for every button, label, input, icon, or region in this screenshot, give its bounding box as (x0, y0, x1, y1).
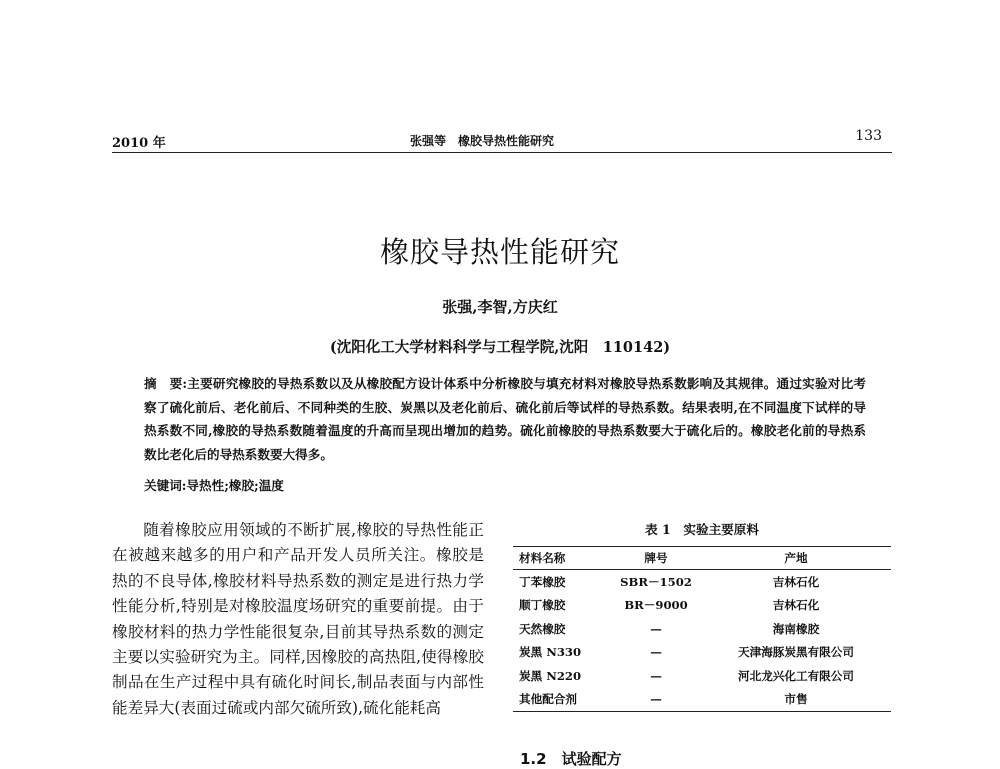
table-cell: 海南橡胶 (772, 621, 820, 636)
table-caption: 表 1 实验主要原料 (645, 522, 759, 537)
journal-year: 2010 年 (112, 136, 166, 151)
abstract-text: 主要研究橡胶的导热系数以及从橡胶配方设计体系中分析橡胶与填充材料对橡胶导热系数影响及其规律。通过实验对比考察了硫化前后、老化前后、不同种类的生胶、炭黑以及老化前后、硫化前后等试样的导热系数。结果表明,在不同温度下试样的导热系数不同,橡胶的导热系数随着温度的升高而呈现出增加的趋势。硫化前橡胶的导热系数要大于硫化后的。橡胶老化前的导热系数比老化后的导热系数要大得多。 (144, 376, 866, 462)
table-cell: 吉林石化 (772, 574, 820, 589)
paper-title: 橡胶导热性能研究 (379, 235, 620, 269)
table-cell: 天津海豚炭黑有限公司 (738, 645, 854, 660)
table-cell: 河北龙兴化工有限公司 (738, 668, 854, 683)
table-cell: 吉林石化 (772, 598, 820, 613)
materials-table (513, 546, 891, 712)
keywords: 关键词:导热性;橡胶;温度 (144, 478, 284, 493)
abstract-label: 摘 要: (144, 376, 188, 391)
materials-table-block (513, 519, 891, 712)
running-title: 张强等 橡胶导热性能研究 (410, 134, 555, 148)
table-row (513, 664, 891, 688)
table-row (513, 688, 891, 712)
running-header (112, 122, 892, 153)
table-cell: — (650, 621, 662, 636)
table-cell: 天然橡胶 (519, 621, 566, 636)
table-cell: 炭黑 N330 (519, 645, 582, 660)
table-cell: — (650, 668, 662, 683)
table-cell: SBR－1502 (620, 574, 692, 589)
table-cell: 其他配合剂 (513, 688, 611, 712)
table-cell: — (650, 645, 662, 660)
table-header-row (513, 547, 891, 570)
table-cell: 顺丁橡胶 (519, 598, 566, 613)
table-row (513, 594, 891, 618)
paper-authors: 张强,李智,方庆红 (442, 298, 558, 316)
table-cell: 炭黑 N220 (519, 668, 582, 683)
table-cell: 市售 (701, 688, 891, 712)
table-header-cell: 材料名称 (513, 547, 611, 570)
page-number: 133 (855, 128, 882, 144)
body-column-left (112, 518, 484, 721)
table-row (513, 570, 891, 594)
table-header-cell: 牌号 (611, 547, 701, 570)
abstract (144, 372, 866, 466)
table-row (513, 617, 891, 641)
table-cell: BR－9000 (624, 598, 688, 613)
table-row (513, 641, 891, 665)
table-header-cell: 产地 (701, 547, 891, 570)
section-heading: 1.2 试验配方 (520, 750, 622, 768)
body-paragraph: 随着橡胶应用领域的不断扩展,橡胶的导热性能正在被越来越多的用户和产品开发人员所关注。橡胶是热的不良导体,橡胶材料导热系数的测定是进行热力学性能分析,特别是对橡胶温度场研究的重要前提。由于橡胶材料的热力学性能很复杂,目前其导热系数的测定主要以实验研究为主。同样,因橡胶的高热阻,使得橡胶制品在生产过程中具有硫化时间长,制品表面与内部性能差异大(表面过硫或内部欠硫所致),硫化能耗高 (112, 521, 484, 717)
author-affiliation: (沈阳化工大学材料科学与工程学院,沈阳 110142) (329, 339, 671, 356)
table-cell: — (611, 688, 701, 712)
table-cell: 丁苯橡胶 (519, 574, 566, 589)
